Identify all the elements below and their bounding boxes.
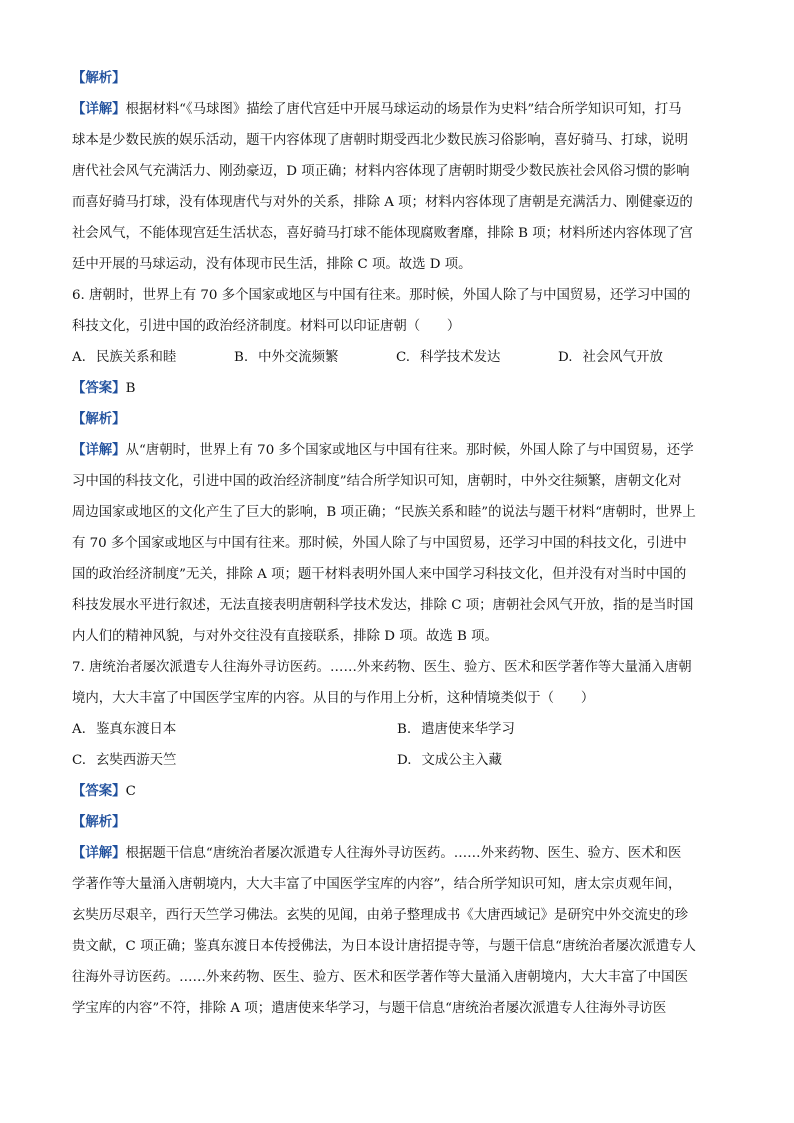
q6-detail-line: 内人们的精神风貌，与对外交往没有直接联系，排除 D 项。故选 B 项。 [72, 629, 498, 644]
q6-option-c: C. 科学技术发达 [396, 350, 501, 365]
q7-detail-line: 【详解】根据题干信息“唐统治者屡次派遣专人往海外寻访医药。……外来药物、医生、验方、医术和医 [72, 845, 682, 861]
q6-answer: 【答案】B [72, 380, 136, 396]
q7-option-b: B. 遣唐使来华学习 [397, 722, 515, 737]
q7-stem-line: 境内，大大丰富了中国医学宝库的内容。从目的与作用上分析，这种情境类似于（ ） [72, 691, 595, 706]
q6-detail-line: 周边国家或地区的文化产生了巨大的影响，B 项正确；“民族关系和睦”的说法与题干材料“唐朝时，世界上 [72, 505, 696, 520]
q7-options-row-2 [72, 745, 722, 776]
q6-stem-line: 6. 唐朝时，世界上有 70 多个国家或地区与中国有往来。那时候，外国人除了与中国贸易，还学习中国的 [72, 288, 691, 303]
q6-detail-line: 科技发展水平进行叙述，无法直接表明唐朝科学技术发达，排除 C 项；唐朝社会风气开放，指的是当时国 [72, 598, 694, 613]
q7-options-row-1 [72, 714, 722, 745]
q5-detail-line: 唐代社会风气充满活力、刚劲豪迈，D 项正确；材料内容体现了唐朝时期受少数民族社会风俗习惯的影响 [72, 164, 690, 179]
q7-detail-line: 玄奘历尽艰辛，西行天竺学习佛法。玄奘的见闻，由弟子整理成书《大唐西域记》是研究中外交流史的珍 [72, 908, 688, 923]
q5-detail-line: 廷中开展的马球运动，没有体现市民生活，排除 C 项。故选 D 项。 [72, 257, 472, 272]
q5-detail-line: 【详解】根据材料“《马球图》描绘了唐代宫廷中开展马球运动的场景作为史料”结合所学知识可知，打马 [72, 101, 682, 117]
q7-detail-line: 贵文献，C 项正确；鉴真东渡日本传授佛法，为日本设计唐招提寺等，与题干信息“唐统治者屡次派遣专人 [72, 939, 696, 954]
q6-stem-line: 科技文化，引进中国的政治经济制度。材料可以印证唐朝（ ） [72, 319, 461, 334]
q7-detail-line: 往海外寻访医药。……外来药物、医生、验方、医术和医学著作等大量涌入唐朝境内，大大丰富了中国医 [72, 970, 688, 985]
q6-detail-line: 国的政治经济制度”无关，排除 A 项；题干材料表明外国人来中国学习科技文化，但并没有对当时中国的 [72, 567, 687, 582]
q6-option-b: B. 中外交流频繁 [234, 350, 339, 365]
q7-stem-line: 7. 唐统治者屡次派遣专人往海外寻访医药。……外来药物、医生、验方、医术和医学著作等大量涌入唐朝 [72, 660, 692, 675]
document-page [72, 63, 722, 1024]
q6-detail-line: 【详解】从“唐朝时，世界上有 70 多个国家或地区与中国有往来。那时候，外国人除了与中国贸易，还学 [72, 442, 694, 458]
q5-detail-line: 社会风气，不能体现宫廷生活状态，喜好骑马打球不能体现腐败奢靡，排除 B 项；材料所述内容体现了宫 [72, 226, 693, 241]
q6-option-d: D. 社会风气开放 [558, 350, 663, 365]
q7-answer: 【答案】C [72, 783, 136, 799]
q6-analysis-heading: 【解析】 [72, 411, 126, 427]
q6-options [72, 342, 722, 373]
q5-analysis-heading: 【解析】 [72, 70, 126, 86]
q7-detail-line: 学宝库的内容”不符，排除 A 项；遣唐使来华学习，与题干信息“唐统治者屡次派遣专人往海外寻访医 [72, 1001, 667, 1016]
q7-detail-line: 学著作等大量涌入唐朝境内，大大丰富了中国医学宝库的内容”，结合所学知识可知，唐太宗贞观年间， [72, 877, 682, 892]
q6-option-a: A. 民族关系和睦 [72, 350, 177, 365]
q7-option-d: D. 文成公主入藏 [397, 753, 502, 768]
q5-detail-line: 而喜好骑马打球，没有体现唐代与对外的关系，排除 A 项；材料内容体现了唐朝是充满活力、刚健豪迈的 [72, 195, 693, 210]
q7-analysis-heading: 【解析】 [72, 814, 126, 830]
q6-detail-line: 有 70 多个国家或地区与中国有往来。那时候，外国人除了与中国贸易，还学习中国的科技文化，引进中 [72, 536, 687, 551]
q7-option-c: C. 玄奘西游天竺 [72, 753, 177, 768]
q7-option-a: A. 鉴真东渡日本 [72, 722, 177, 737]
q5-detail-line: 球本是少数民族的娱乐活动，题干内容体现了唐朝时期受西北少数民族习俗影响，喜好骑马、打球，说明 [72, 133, 688, 148]
q6-detail-line: 习中国的科技文化，引进中国的政治经济制度”结合所学知识可知，唐朝时，中外交往频繁，唐朝文化对 [72, 474, 682, 489]
